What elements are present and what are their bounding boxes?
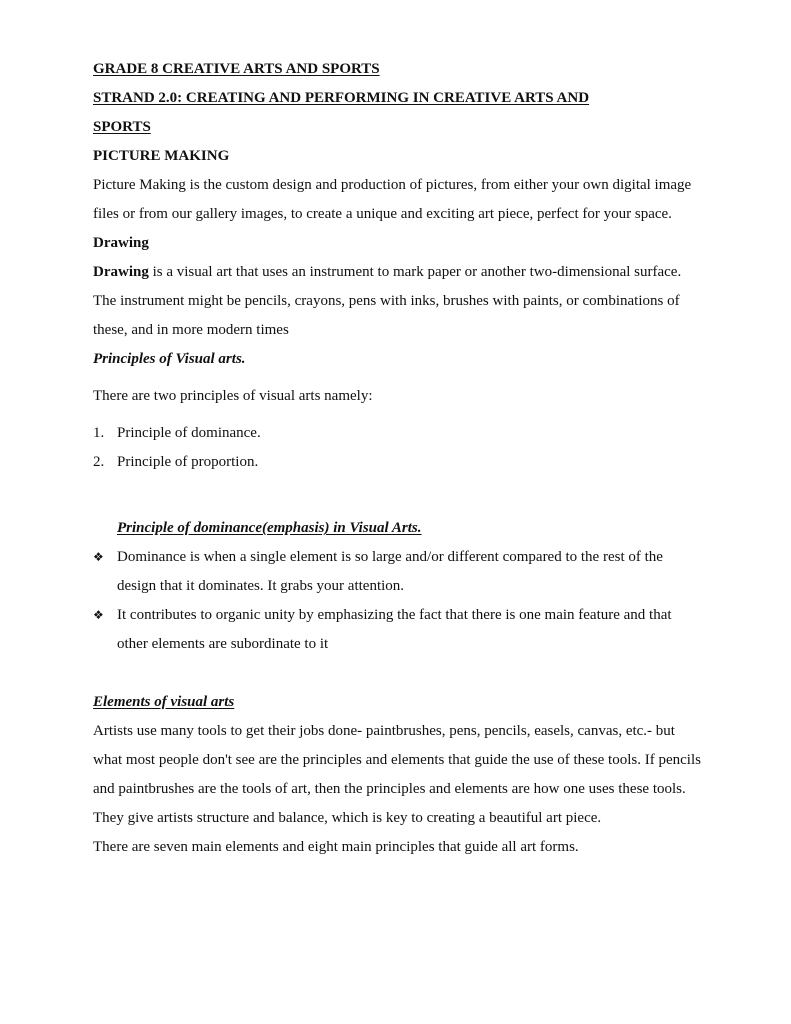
elements-paragraph: Artists use many tools to get their jobs done- paintbrushes, pens, pencils, easels, canvas, etc.- but what most people don't see are the principles and elements that guide the use of these tools. If pencils and paintbrushes are the tools of art, then the principles and elements are how one uses these tools. They give artists structure and balance, which is key to creating a beautiful art piece. <box>93 723 701 826</box>
drawing-term: Drawing <box>93 264 149 280</box>
list-number: 2. <box>93 454 105 470</box>
diamond-bullet-icon: ❖ <box>93 550 104 564</box>
diamond-bullet-icon: ❖ <box>93 608 104 622</box>
bullet-item <box>93 543 703 601</box>
elements-closing: There are seven main elements and eight main principles that guide all art forms. <box>93 839 579 855</box>
list-item <box>93 419 703 448</box>
elements-heading: Elements of visual arts <box>93 694 235 710</box>
list-item-text: Principle of proportion. <box>117 454 259 470</box>
document-page <box>93 55 703 862</box>
bullet-text: Dominance is when a single element is so large and/or different compared to the rest of the design that it dominates. It grabs your attention. <box>117 549 663 594</box>
drawing-paragraph <box>93 258 703 345</box>
list-number: 1. <box>93 425 105 441</box>
grade-title: GRADE 8 CREATIVE ARTS AND SPORTS <box>93 61 380 77</box>
strand-title-line-1: STRAND 2.0: CREATING AND PERFORMING IN CREATIVE ARTS AND <box>93 90 590 106</box>
picture-making-paragraph: Picture Making is the custom design and production of pictures, from either your own digital image files or from our gallery images, to create a unique and exciting art piece, perfect for your space. <box>93 177 692 222</box>
section-title: PICTURE MAKING <box>93 148 230 164</box>
drawing-definition: is a visual art that uses an instrument to mark paper or another two-dimensional surface. The instrument might be pencils, crayons, pens with inks, brushes with paints, or combinations of these, and in more modern times <box>93 264 682 338</box>
drawing-heading: Drawing <box>93 235 149 251</box>
dominance-heading: Principle of dominance(emphasis) in Visual Arts. <box>117 520 422 536</box>
principles-intro: There are two principles of visual arts namely: <box>93 388 373 404</box>
strand-title-line-2: SPORTS <box>93 119 151 135</box>
principles-heading: Principles of Visual arts. <box>93 351 246 367</box>
bullet-item <box>93 601 703 659</box>
list-item <box>93 448 703 477</box>
list-item-text: Principle of dominance. <box>117 425 261 441</box>
bullet-text: It contributes to organic unity by emphasizing the fact that there is one main feature and that other elements are subordinate to it <box>117 607 672 652</box>
principles-list <box>93 419 703 477</box>
